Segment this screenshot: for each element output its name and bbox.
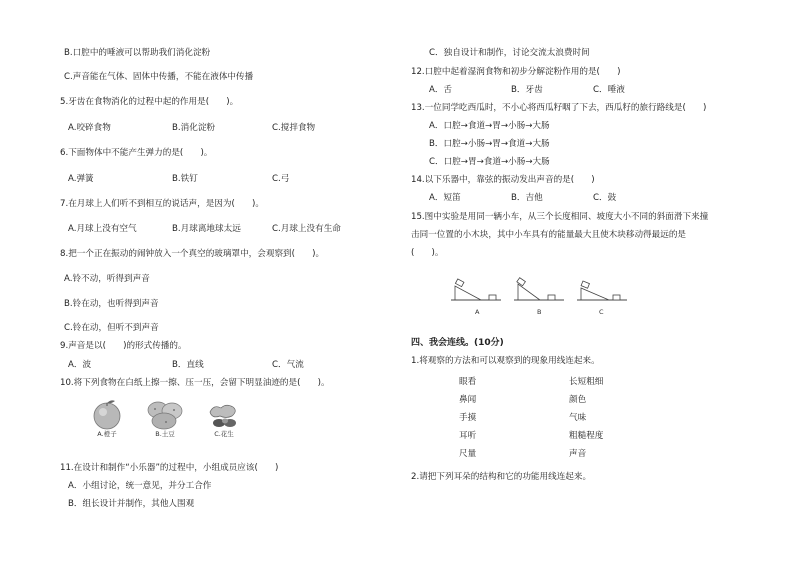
q12-option-b: B．牙齿 [511, 85, 543, 95]
peanut-icon [204, 398, 244, 430]
q10-stem: 10.将下列食物在白纸上擦一擦、压一压，会留下明显油迹的是( )。 [60, 378, 330, 388]
method-3: 手摸 [459, 413, 477, 423]
q10-image-peanut [204, 398, 244, 438]
ramp-figure-b [514, 276, 564, 302]
phenomenon-1: 长短粗细 [569, 377, 604, 387]
method-1: 眼看 [459, 377, 477, 387]
q8-option-a: A.铃不动，听得到声音 [64, 274, 150, 284]
q13-stem: 13.一位同学吃西瓜时，不小心将西瓜籽咽了下去，西瓜籽的旅行路线是( ) [411, 103, 707, 113]
q6-option-b: B.铁钉 [172, 174, 198, 184]
phenomenon-4: 粗糙程度 [569, 431, 604, 441]
orange-icon [89, 398, 125, 430]
q11-stem: 11.在设计和制作“小乐器”的过程中，小组成员应该( ) [60, 463, 279, 473]
q12-option-a: A．舌 [429, 85, 453, 95]
q10-caption-b: B.土豆 [155, 430, 175, 438]
q14-option-b: B．吉他 [511, 193, 543, 203]
potato-icon [144, 398, 186, 430]
section4-q1-stem: 1.将观察的方法和可以观察到的现象用线连起来。 [411, 356, 600, 366]
q13-option-b: B．口腔→小肠→胃→食道→大肠 [429, 139, 550, 149]
q8-option-b: B.铃在动，也听得到声音 [64, 299, 159, 309]
q5-stem: 5.牙齿在食物消化的过程中起的作用是( )。 [60, 97, 239, 107]
phenomenon-5: 声音 [569, 449, 587, 459]
method-5: 尺量 [459, 449, 477, 459]
q10-caption-a: A.橙子 [97, 430, 117, 438]
q10-image-potato [144, 398, 186, 438]
q13-option-a: A．口腔→食道→胃→小肠→大肠 [429, 121, 550, 131]
q15-stem-line1: 15.图中实验是用同一辆小车，从三个长度相同、坡度大小不同的斜面滑下来撞 [411, 212, 709, 222]
q7-option-c: C.月球上没有生命 [272, 224, 341, 234]
q11-option-a: A．小组讨论，统一意见，并分工合作 [68, 481, 212, 491]
ramp-figure-c [577, 276, 627, 302]
q15-stem-line2: 击同一位置的小木块，其中小车具有的能量最大且使木块移动得最远的是 [411, 230, 687, 240]
q11-option-b: B．组长设计并制作，其他人围观 [68, 499, 195, 509]
section4-title: 四、我会连线。(10分) [411, 338, 504, 348]
q14-option-c: C．鼓 [593, 193, 617, 203]
q11-option-c: C．独自设计和制作，讨论交流太浪费时间 [429, 48, 590, 58]
q5-option-a: A.咬碎食物 [68, 123, 111, 133]
ramp-label-c: C [599, 308, 604, 316]
q14-option-a: A．短笛 [429, 193, 461, 203]
q12-stem: 12.口腔中起着湿润食物和初步分解淀粉作用的是( ) [411, 67, 621, 77]
q9-option-b: B．直线 [172, 360, 204, 370]
q10-image-orange [89, 398, 125, 438]
q8-stem: 8.把一个正在振动的闹钟放入一个真空的玻璃罩中，会观察到( )。 [60, 249, 325, 259]
q6-stem: 6.下面物体中不能产生弹力的是( )。 [60, 148, 213, 158]
q9-stem: 9.声音是以( )的形式传播的。 [60, 341, 187, 351]
ramp-label-a: A [475, 308, 480, 316]
section4-q2-stem: 2.请把下列耳朵的结构和它的功能用线连起来。 [411, 472, 592, 482]
q6-option-a: A.弹簧 [68, 174, 94, 184]
q4-option-c: C.声音能在气体、固体中传播，不能在液体中传播 [64, 72, 254, 82]
method-2: 鼻闻 [459, 395, 477, 405]
method-4: 耳听 [459, 431, 477, 441]
q15-stem-line3: ( )。 [411, 248, 444, 258]
q6-option-c: C.弓 [272, 174, 290, 184]
q13-option-c: C．口腔→胃→食道→小肠→大肠 [429, 157, 550, 167]
phenomenon-2: 颜色 [569, 395, 587, 405]
q12-option-c: C．唾液 [593, 85, 625, 95]
q7-option-a: A.月球上没有空气 [68, 224, 137, 234]
q5-option-c: C.搅拌食物 [272, 123, 316, 133]
q4-option-b: B.口腔中的唾液可以帮助我们消化淀粉 [64, 48, 211, 58]
q14-stem: 14.以下乐器中，靠弦的振动发出声音的是( ) [411, 175, 595, 185]
ramp-label-b: B [537, 308, 542, 316]
q9-option-c: C．气流 [272, 360, 304, 370]
ramp-figure-a [451, 276, 501, 302]
q8-option-c: C.铃在动，但听不到声音 [64, 323, 159, 333]
q5-option-b: B.消化淀粉 [172, 123, 216, 133]
q10-caption-c: C.花生 [214, 430, 234, 438]
phenomenon-3: 气味 [569, 413, 587, 423]
q9-option-a: A．波 [68, 360, 92, 370]
q7-option-b: B.月球离地球太远 [172, 224, 241, 234]
q7-stem: 7.在月球上人们听不到相互的说话声，是因为( )。 [60, 199, 264, 209]
